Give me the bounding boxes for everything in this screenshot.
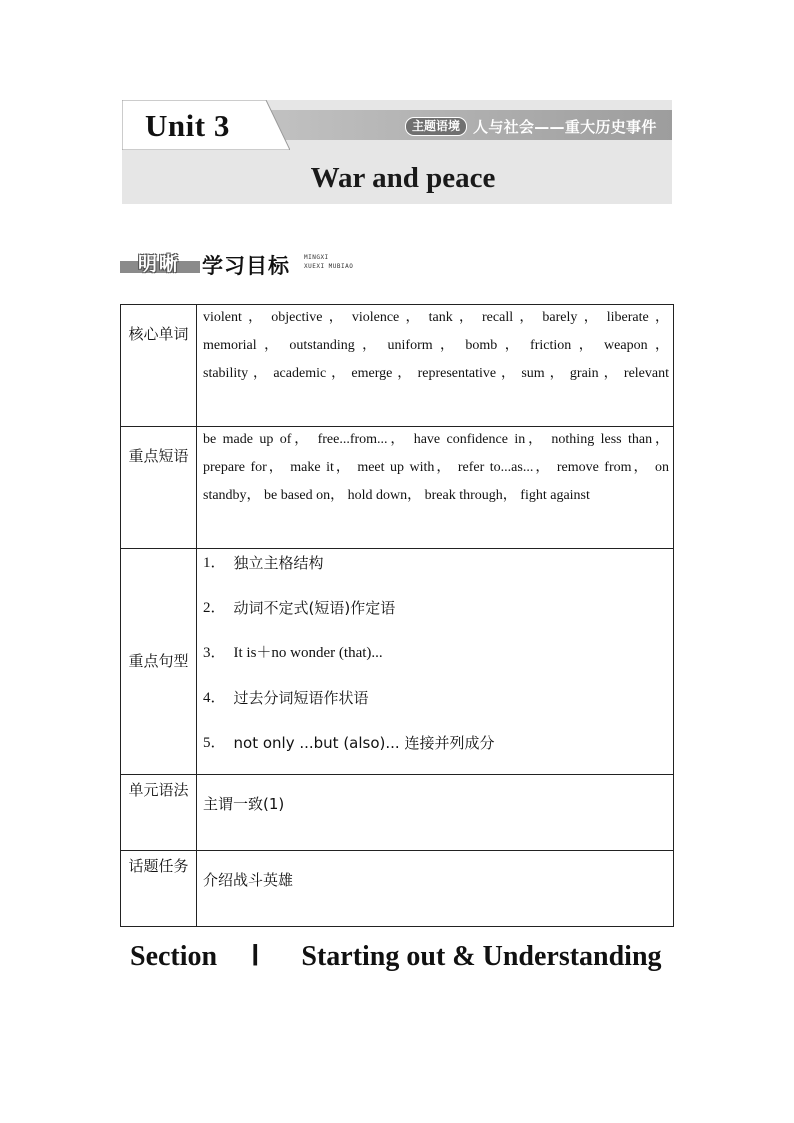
key-phrases-line: prepare for， make it， meet up with， refer to...as...， remove from， on — [203, 460, 669, 475]
grammar-cell: 主谓一致(1) — [197, 775, 674, 851]
objectives-pinyin: MINGXI XUEXI MUBIAO — [304, 254, 354, 270]
unit-subject-title: War and peace — [310, 162, 496, 194]
table-row — [121, 851, 674, 927]
topic-task-cell: 介绍战斗英雄 — [197, 851, 674, 927]
core-words-line: violent ， objective ， violence ， tank ， recall ， barely ， liberate ， — [203, 310, 669, 325]
theme-text: 人与社会——重大历史事件 — [473, 117, 657, 136]
section-heading: Section Ⅰ Starting out & Understanding — [130, 941, 662, 972]
theme-context — [405, 116, 657, 136]
theme-tag: 主题语境 — [405, 117, 467, 136]
section-numeral: Ⅰ — [251, 941, 260, 972]
learning-objectives-table — [120, 304, 674, 927]
objectives-heading: 学习目标 — [202, 254, 290, 278]
table-row — [121, 427, 674, 549]
row-head-topic-task: 话题任务 — [121, 851, 197, 927]
unit-title: Unit 3 — [145, 108, 230, 143]
row-head-core-words: 核心单词 — [121, 305, 197, 427]
sentence-pattern-item: 1． 独立主格结构 — [203, 554, 324, 572]
key-phrases-line: be made up of， free...from...， have confidence in， nothing less than， — [203, 432, 669, 447]
key-phrases-line: standby， be based on， hold down， break through， fight against — [203, 488, 590, 503]
sentence-pattern-item: 4． 过去分词短语作状语 — [203, 689, 369, 707]
core-words-line: stability ， academic ， emerge ， representative ， sum ， grain ， relevant — [203, 366, 669, 381]
sentence-pattern-item: 2． 动词不定式(短语)作定语 — [203, 599, 396, 617]
sentence-pattern-item: 3． It is＋no wonder (that)... — [203, 645, 383, 661]
key-phrases-cell — [197, 427, 674, 549]
sentence-pattern-item: 5． not only ...but (also)... 连接并列成分 — [203, 734, 495, 752]
row-head-key-sentences: 重点句型 — [121, 549, 197, 775]
table-row — [121, 549, 674, 775]
key-sentences-cell — [197, 549, 674, 775]
row-head-grammar: 单元语法 — [121, 775, 197, 851]
core-words-line: memorial ， outstanding ， uniform ， bomb ， friction ， weapon ， — [203, 338, 669, 353]
row-head-key-phrases: 重点短语 — [121, 427, 197, 549]
core-words-cell — [197, 305, 674, 427]
table-row — [121, 775, 674, 851]
objectives-label-highlight: 明晰 — [138, 253, 181, 275]
section-title: Starting out & Understanding — [301, 941, 662, 972]
table-row — [121, 305, 674, 427]
